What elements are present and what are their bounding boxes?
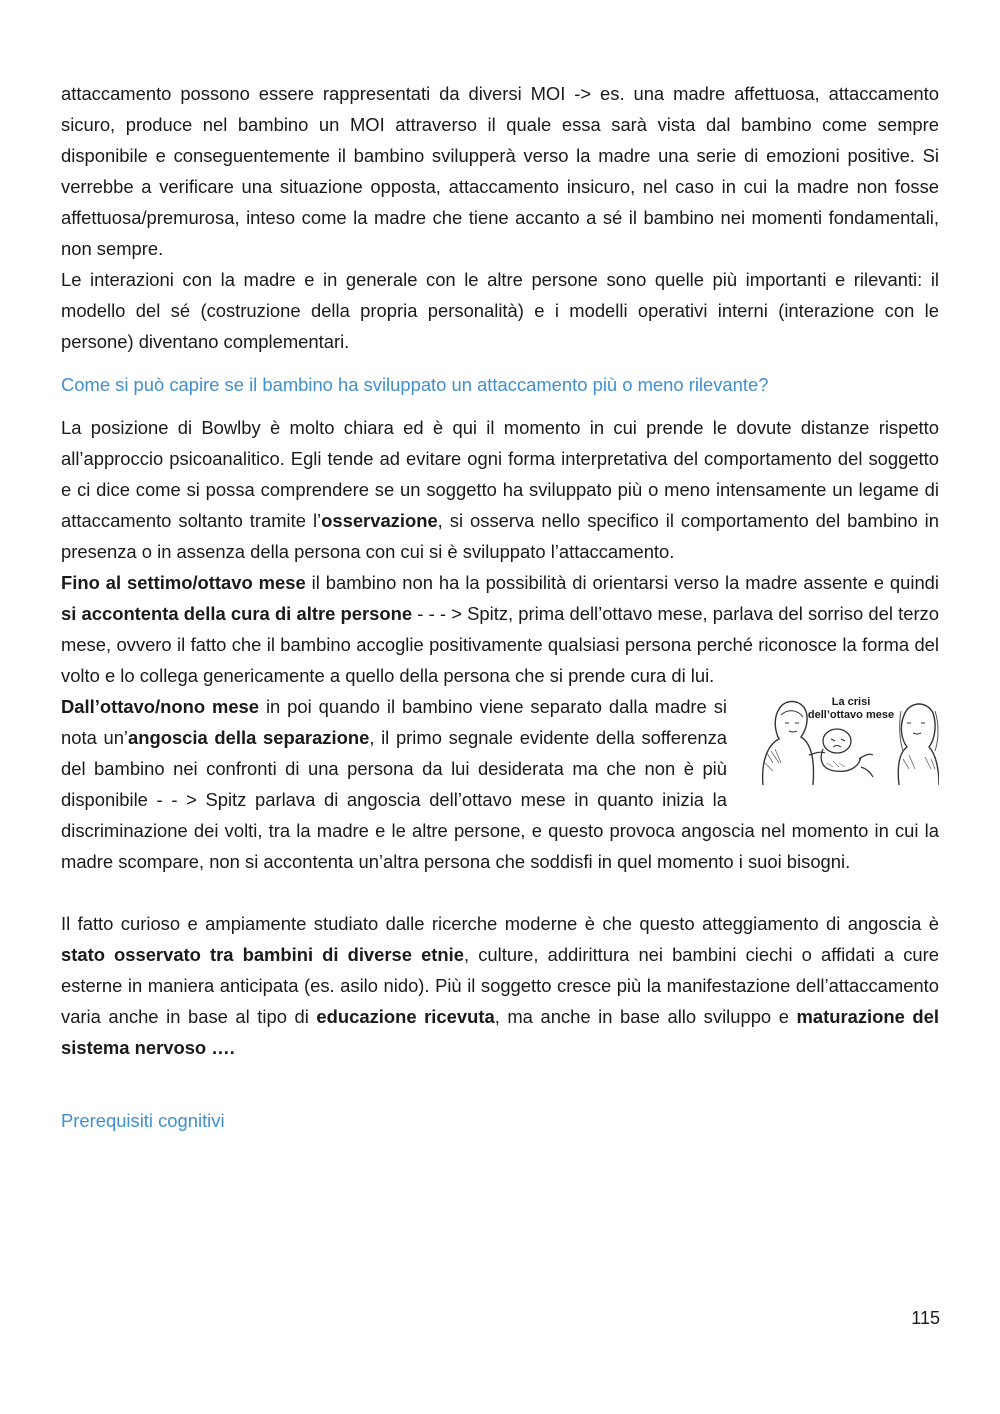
paragraph-interactions: Le interazioni con la madre e in generale con le altre persone sono quelle più importanti e rilevanti: il modello del sé (costruzione della propria personalità) e i modelli operativi interni (interazione con le persone) diventano complementari. [61, 269, 939, 352]
ottavo-text-a: in poi quando il bambino viene separato dalla madre si nota un’ [61, 696, 727, 748]
paragraph-bowlby [61, 412, 939, 567]
settimo-text-b: - - - > Spitz, prima dell’ottavo mese, parlava del sorriso del terzo mese, ovvero il fatto che il bambino accoglie positivamente qualsiasi persona perché riconosce la forma del volto e lo collega genericamente a quello della persona che si prende cura di lui. [61, 603, 939, 686]
bowlby-text-b: , si osserva nello specifico il comportamento del bambino in presenza o in assenza della persona con cui si è sviluppato l’attaccamento. [61, 510, 939, 562]
curioso-text-a: Il fatto curioso e ampiamente studiato dalle ricerche moderne è che questo atteggiamento di angoscia è [61, 913, 939, 934]
bold-accontenta: si accontenta della cura di altre persone [61, 603, 413, 624]
blank-line [61, 877, 939, 908]
illustration-caption-line1: La crisi [831, 696, 871, 708]
ottavo-text-b: , il primo segnale evidente della sofferenza del bambino nei confronti di una persona da lui desiderata ma che non è più disponibile - - > Spitz parlava di angoscia dell’ottavo mese in quanto inizia la discriminazione dei volti, tra la madre e le altre persone, e questo provoca angoscia nel momento in cui la madre scompare, non si accontenta un’altra persona che soddisfi in quel momento i suoi bisogni. [61, 727, 939, 872]
section-heading-prerequisiti: Prerequisiti cognitivi [61, 1110, 225, 1131]
paragraph-fatto-curioso [61, 908, 939, 1063]
section-heading-question: Come si può capire se il bambino ha sviluppato un attaccamento più o meno rilevante? [61, 374, 769, 395]
paragraph-moi: attaccamento possono essere rappresentati da diversi MOI -> es. una madre affettuosa, attaccamento sicuro, produce nel bambino un MOI attraverso il quale essa sarà vista dal bambino come sempre disponibile e conseguentemente il bambino svilupperà verso la madre una serie di emozioni positive. Si verrebbe a verificare una situazione opposta, attaccamento insicuro, nel caso in cui la madre non fosse affettuosa/premurosa, inteso come la madre che tiene accanto a sé il bambino nei momenti fondamentali, non sempre. [61, 83, 939, 259]
curioso-text-b: , culture, addirittura nei bambini ciechi o affidati a cure esterne in maniera anticipata (es. asilo nido). Più il soggetto cresce più la manifestazione dell’attaccamento varia anche in base al tipo di [61, 944, 939, 1027]
settimo-text-a: il bambino non ha la possibilità di orientarsi verso la madre assente e quindi [305, 572, 940, 593]
page-number: 115 [911, 1308, 940, 1328]
bold-angoscia-separazione: angoscia della separazione [128, 727, 370, 748]
paragraph-settimo-mese [61, 567, 939, 691]
curioso-text-c: , ma anche in base allo sviluppo e [494, 1006, 797, 1027]
illustration-caption-line2: dell’ottavo mese [807, 709, 895, 721]
bold-educazione: educazione ricevuta [316, 1006, 495, 1027]
document-page [61, 78, 939, 1136]
crisi-ottavo-mese-illustration [749, 693, 939, 789]
bold-osservazione: osservazione [321, 510, 438, 531]
bold-sistema-nervoso: maturazione del sistema nervoso …. [61, 1006, 939, 1058]
bold-ottavo-mese: Dall’ottavo/nono mese [61, 696, 260, 717]
bold-settimo-mese: Fino al settimo/ottavo mese [61, 572, 306, 593]
bold-etnie: stato osservato tra bambini di diverse etnie [61, 944, 465, 965]
bowlby-text-a: La posizione di Bowlby è molto chiara ed è qui il momento in cui prende le dovute distanze rispetto all’approccio psicoanalitico. Egli tende ad evitare ogni forma interpretativa del comportamento del soggetto e ci dice come si possa comprendere se un soggetto ha sviluppato più o meno intensamente un legame di attaccamento soltanto tramite l’ [61, 417, 939, 531]
